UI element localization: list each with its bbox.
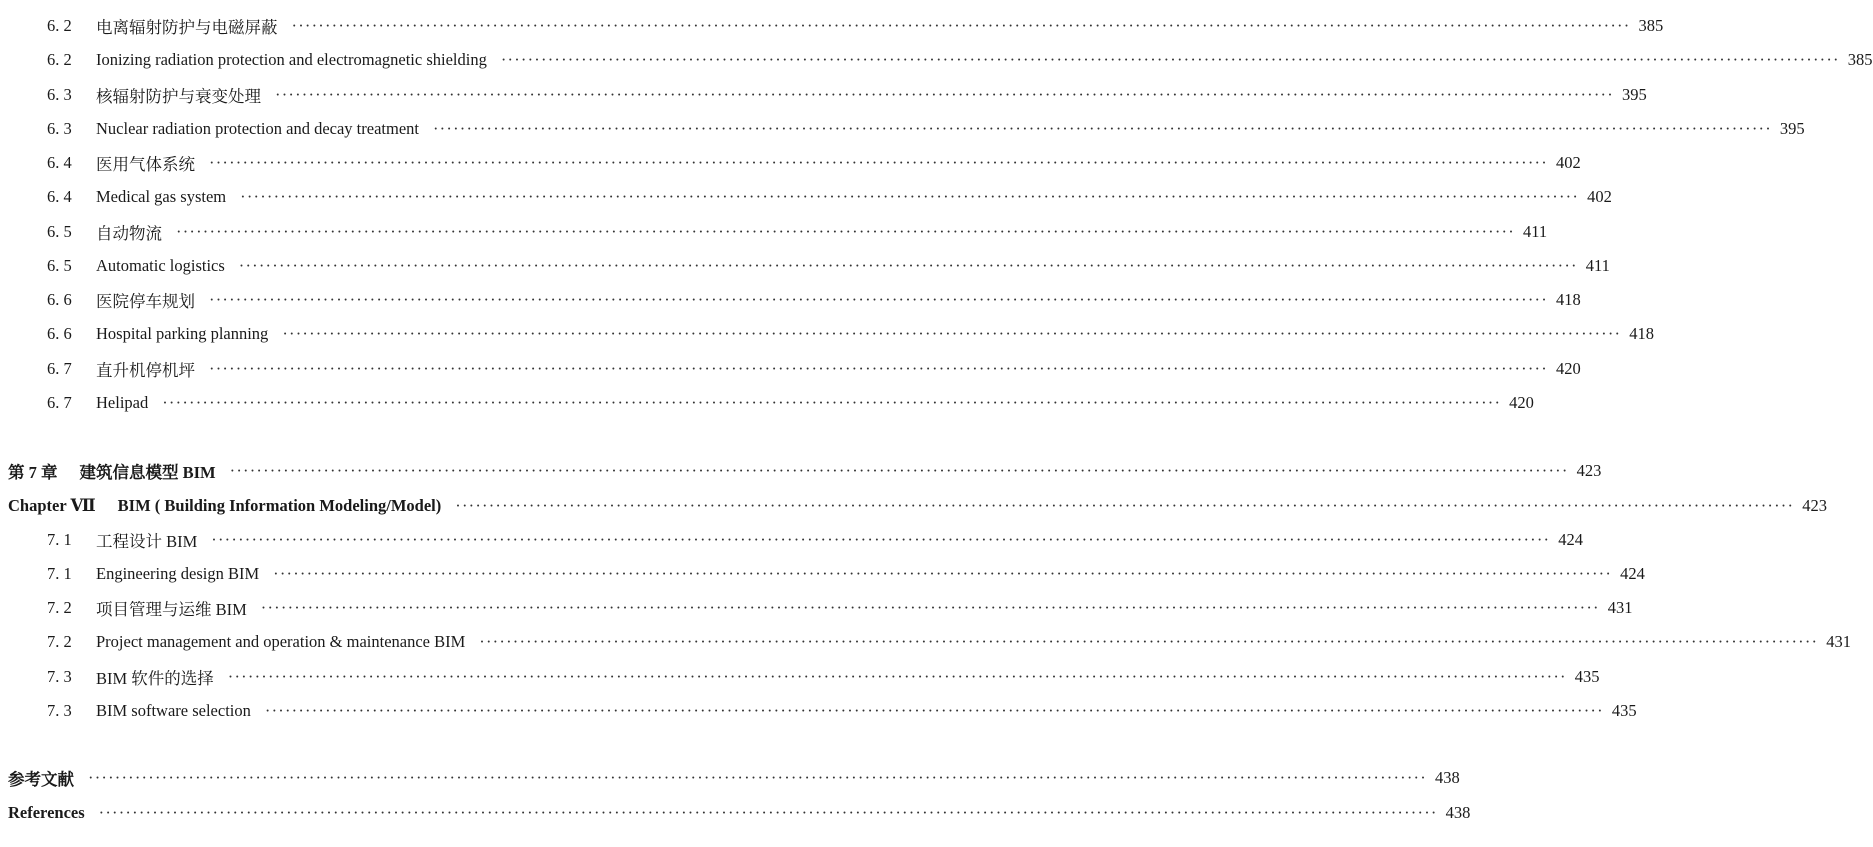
dot-leader: ········································································································································································································: [282, 324, 1622, 343]
entry-title: 建筑信息模型 BIM: [79, 463, 216, 482]
entry-title: 医用气体系统: [96, 155, 195, 174]
entry-page-number: 423: [1576, 461, 1602, 480]
entry-title: 自动物流: [96, 224, 162, 243]
entry-number: 6. 3: [47, 119, 72, 138]
entry-title: Nuclear radiation protection and decay treatment: [96, 119, 419, 138]
entry-page-number: 424: [1620, 564, 1645, 583]
toc-entry[interactable]: [0, 561, 1645, 587]
entry-title: Ionizing radiation protection and electromagnetic shielding: [96, 50, 487, 69]
toc-entry[interactable]: [0, 595, 1633, 621]
entry-title: References: [8, 803, 85, 822]
entry-number: 6. 5: [47, 256, 72, 275]
toc-entry[interactable]: [0, 184, 1612, 210]
dot-leader: ········································································································································································································: [275, 85, 1614, 104]
entry-number: 6. 4: [47, 187, 72, 206]
entry-title: 医院停车规划: [96, 292, 195, 311]
entry-page-number: 418: [1629, 324, 1654, 343]
entry-title: 项目管理与运维 BIM: [96, 600, 247, 619]
entry-page-number: 435: [1574, 667, 1600, 686]
entry-page-number: 438: [1434, 768, 1460, 787]
dot-leader: ········································································································································································································: [176, 222, 1515, 241]
entry-number: 6. 5: [47, 222, 72, 241]
toc-entry[interactable]: [0, 13, 1664, 39]
entry-page-number: 385: [1847, 50, 1873, 69]
entry-number: 6. 4: [47, 153, 72, 172]
entry-number: 第 7 章: [8, 463, 58, 482]
toc-entry[interactable]: [0, 150, 1581, 176]
dot-leader: ········································································································································································································: [88, 768, 1427, 787]
entry-number: 7. 2: [47, 632, 72, 651]
entry-title: Project management and operation & maintenance BIM: [96, 632, 466, 651]
dot-leader: ········································································································································································································: [432, 119, 1772, 138]
dot-leader: ········································································································································································································: [229, 461, 1569, 480]
entry-number: 7. 2: [47, 598, 72, 617]
entry-title: BIM software selection: [96, 701, 251, 720]
entry-page-number: 395: [1621, 85, 1647, 104]
dot-leader: ········································································································································································································: [479, 632, 1819, 651]
entry-page-number: 420: [1509, 393, 1534, 412]
toc-entry[interactable]: [0, 390, 1534, 416]
entry-number: 6. 2: [47, 50, 72, 69]
entry-number: 6. 2: [47, 16, 72, 35]
entry-page-number: 431: [1607, 598, 1633, 617]
dot-leader: ········································································································································································································: [273, 564, 1613, 583]
entry-title: Automatic logistics: [96, 256, 225, 275]
toc-entry[interactable]: [0, 664, 1600, 690]
entry-number: 6. 7: [47, 393, 72, 412]
toc-entry[interactable]: [0, 800, 1471, 826]
entry-number: 6. 7: [47, 359, 72, 378]
toc-entry[interactable]: [0, 698, 1637, 724]
toc-entry[interactable]: [0, 253, 1610, 279]
toc-entry[interactable]: [0, 116, 1805, 142]
dot-leader: ········································································································································································································: [209, 359, 1548, 378]
entry-page-number: 438: [1445, 803, 1471, 822]
entry-page-number: 435: [1611, 701, 1637, 720]
entry-number: 6. 3: [47, 85, 72, 104]
entry-title: 工程设计 BIM: [96, 532, 198, 551]
entry-title: BIM ( Building Information Modeling/Model): [117, 496, 442, 515]
entry-number: 6. 6: [47, 290, 72, 309]
dot-leader: ········································································································································································································: [500, 50, 1840, 69]
dot-leader: ········································································································································································································: [209, 290, 1548, 309]
entry-number: 7. 1: [47, 530, 72, 549]
entry-page-number: 423: [1802, 496, 1827, 515]
toc-entry[interactable]: [0, 287, 1581, 313]
entry-title: 参考文献: [8, 770, 74, 789]
toc-entry[interactable]: [0, 321, 1654, 347]
dot-leader: ········································································································································································································: [291, 16, 1631, 35]
entry-title: Helipad: [96, 393, 149, 412]
toc-entry[interactable]: [0, 82, 1647, 108]
entry-page-number: 431: [1826, 632, 1851, 651]
entry-page-number: 424: [1558, 530, 1583, 549]
dot-leader: ········································································································································································································: [238, 256, 1578, 275]
entry-page-number: 411: [1585, 256, 1610, 275]
dot-leader: ········································································································································································································: [455, 496, 1795, 515]
toc-entry[interactable]: [0, 356, 1581, 382]
entry-page-number: 395: [1779, 119, 1805, 138]
toc-entry[interactable]: [0, 629, 1851, 655]
entry-page-number: 420: [1555, 359, 1581, 378]
dot-leader: ········································································································································································································: [260, 598, 1600, 617]
entry-number: 6. 6: [47, 324, 72, 343]
entry-title: 直升机停机坪: [96, 361, 195, 380]
toc-entry[interactable]: [0, 527, 1583, 553]
entry-page-number: 402: [1587, 187, 1612, 206]
toc-entry[interactable]: [0, 47, 1873, 73]
dot-leader: ········································································································································································································: [162, 393, 1502, 412]
entry-title: Engineering design BIM: [96, 564, 260, 583]
entry-number: 7. 1: [47, 564, 72, 583]
entry-number: Chapter Ⅶ: [8, 496, 96, 515]
entry-page-number: 418: [1555, 290, 1581, 309]
toc-entry[interactable]: [0, 458, 1602, 484]
toc-entry[interactable]: [0, 219, 1548, 245]
entry-page-number: 411: [1522, 222, 1548, 241]
dot-leader: ········································································································································································································: [209, 153, 1548, 172]
toc-entry[interactable]: [0, 765, 1460, 791]
toc-entry[interactable]: [0, 493, 1827, 519]
entry-title: BIM 软件的选择: [96, 669, 214, 688]
dot-leader: ········································································································································································································: [98, 803, 1438, 822]
entry-title: 电离辐射防护与电磁屏蔽: [96, 18, 278, 37]
entry-page-number: 385: [1638, 16, 1664, 35]
entry-number: 7. 3: [47, 701, 72, 720]
dot-leader: ········································································································································································································: [227, 667, 1567, 686]
entry-page-number: 402: [1555, 153, 1581, 172]
dot-leader: ········································································································································································································: [211, 530, 1551, 549]
dot-leader: ········································································································································································································: [240, 187, 1580, 206]
entry-title: 核辐射防护与衰变处理: [96, 87, 261, 106]
entry-title: Medical gas system: [96, 187, 227, 206]
entry-number: 7. 3: [47, 667, 72, 686]
dot-leader: ········································································································································································································: [264, 701, 1604, 720]
entry-title: Hospital parking planning: [96, 324, 269, 343]
